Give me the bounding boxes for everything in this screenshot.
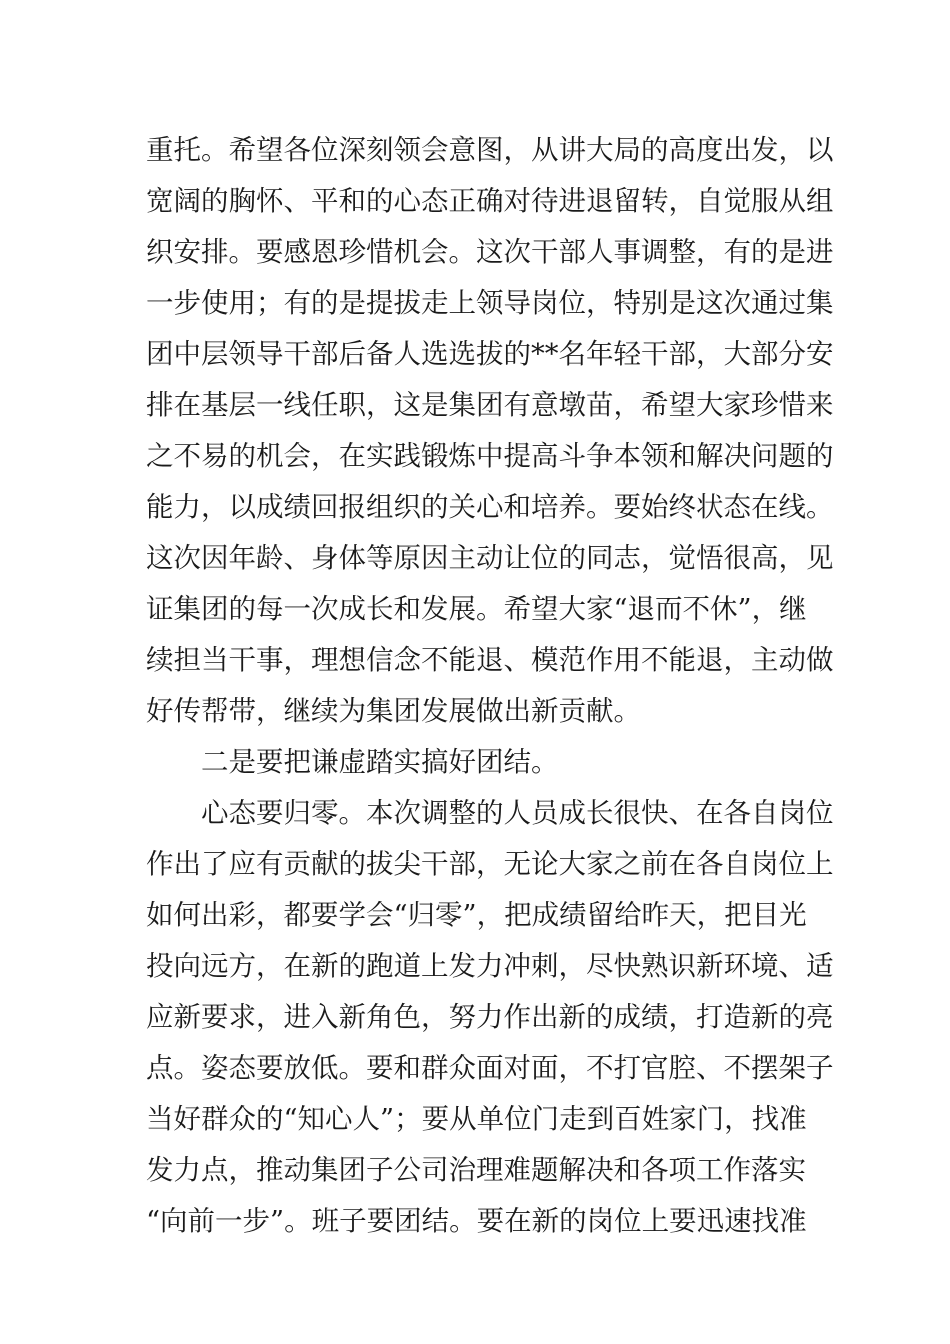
text-line: 重托。希望各位深刻领会意图，从讲大局的高度出发，以 bbox=[146, 134, 834, 166]
text-line: 证集团的每一次成长和发展。希望大家“退而不休”，继 bbox=[146, 593, 807, 625]
text-line: “向前一步”。班子要团结。要在新的岗位上要迅速找准 bbox=[146, 1205, 807, 1237]
text-line: 宽阔的胸怀、平和的心态正确对待进退留转，自觉服从组 bbox=[146, 185, 834, 217]
text-line: 一步使用；有的是提拔走上领导岗位，特别是这次通过集 bbox=[146, 287, 834, 319]
text-line: 发力点，推动集团子公司治理难题解决和各项工作落实 bbox=[146, 1154, 806, 1186]
text-line: 能力，以成绩回报组织的关心和培养。要始终状态在线。 bbox=[146, 491, 834, 523]
text-line: 团中层领导干部后备人选选拔的**名年轻干部，大部分安 bbox=[146, 338, 834, 370]
text-line: 好传帮带，继续为集团发展做出新贡献。 bbox=[146, 695, 641, 727]
text-line: 如何出彩，都要学会“归零”，把成绩留给昨天，把目光 bbox=[146, 899, 807, 931]
text-line: 点。姿态要放低。要和群众面对面，不打官腔、不摆架子 bbox=[146, 1052, 834, 1084]
text-line: 织安排。要感恩珍惜机会。这次干部人事调整，有的是进 bbox=[146, 236, 834, 268]
text-line: 投向远方，在新的跑道上发力冲刺，尽快熟识新环境、适 bbox=[146, 950, 834, 982]
text-line: 这次因年龄、身体等原因主动让位的同志，觉悟很高，见 bbox=[146, 542, 834, 574]
text-line: 二是要把谦虚踏实搞好团结。 bbox=[201, 746, 559, 778]
text-line: 当好群众的“知心人”；要从单位门走到百姓家门，找准 bbox=[146, 1103, 807, 1135]
text-line: 之不易的机会，在实践锻炼中提高斗争本领和解决问题的 bbox=[146, 440, 834, 472]
text-line: 续担当干事，理想信念不能退、模范作用不能退，主动做 bbox=[146, 644, 834, 676]
text-line: 排在基层一线任职，这是集团有意墩苗，希望大家珍惜来 bbox=[146, 389, 834, 421]
text-line: 心态要归零。本次调整的人员成长很快、在各自岗位 bbox=[201, 797, 834, 829]
document-body bbox=[146, 125, 834, 1247]
text-line: 应新要求，进入新角色，努力作出新的成绩，打造新的亮 bbox=[146, 1001, 834, 1033]
text-line: 作出了应有贡献的拔尖干部，无论大家之前在各自岗位上 bbox=[146, 848, 834, 880]
